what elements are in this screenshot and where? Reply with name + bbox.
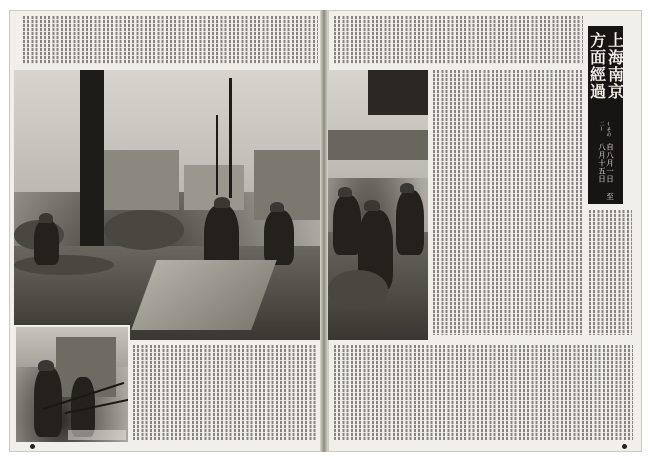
right-battle-photo <box>328 70 428 340</box>
body-text-top-right <box>333 16 583 64</box>
article-title-box <box>588 26 623 204</box>
article-date-range: 自八月一日 至八月十五日 <box>597 143 615 201</box>
body-text-top-left <box>22 16 318 64</box>
page-mark-left <box>30 444 35 449</box>
inset-rifle-photo <box>14 325 130 444</box>
body-text-column-right <box>432 70 584 335</box>
body-text-bottom-left <box>132 345 318 440</box>
article-title: 上海南京方面經過 <box>587 32 625 100</box>
inset-caption <box>68 430 126 440</box>
article-part: (その二) <box>598 120 612 137</box>
page-mark-right <box>622 444 627 449</box>
body-text-bottom-right <box>333 345 633 440</box>
body-text-far-right <box>588 210 632 335</box>
binding-gutter <box>320 10 328 452</box>
main-battle-photo <box>14 70 320 340</box>
